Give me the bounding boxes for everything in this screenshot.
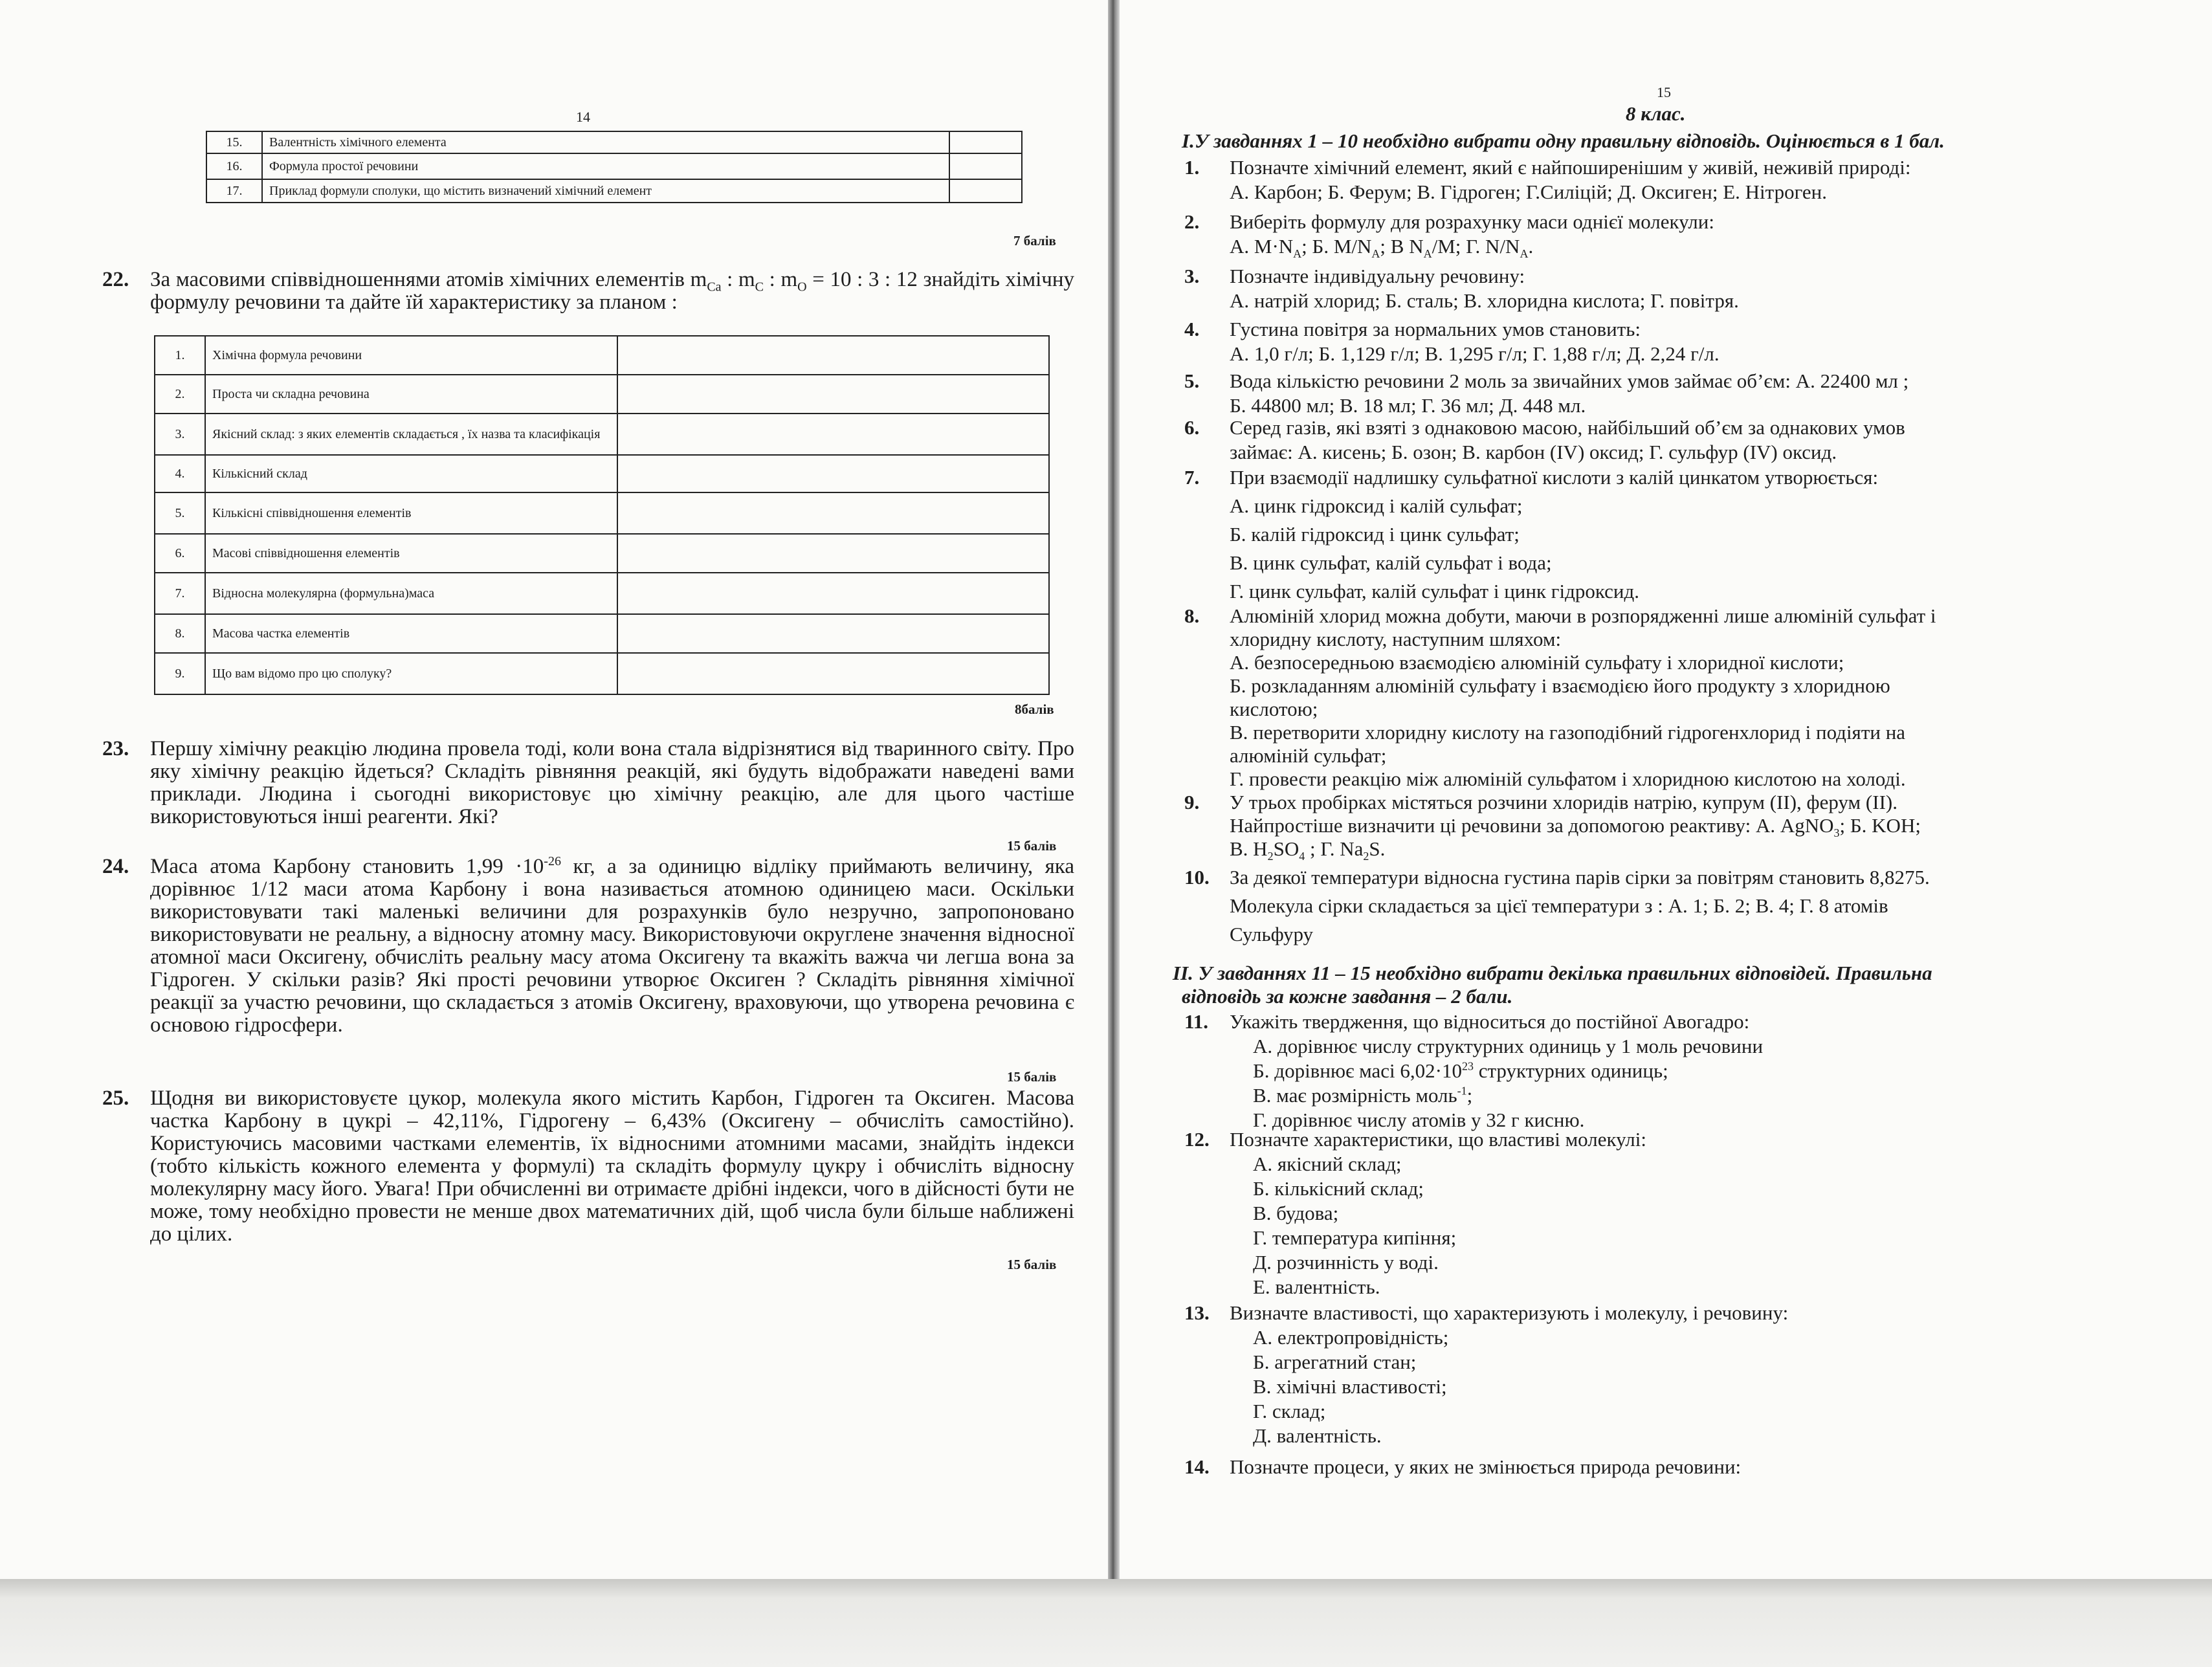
table-cell-num: 1. bbox=[155, 336, 205, 375]
question-options: А. натрій хлорид; Б. сталь; В. хлоридна кислота; Г. повітря. bbox=[1230, 289, 1739, 312]
task-text: Першу хімічну реакцію людина провела тоді, коли вона стала відрізнятися від тваринного світу. Про яку хімічну реакцію йдеться? Складіть рівняння реакцій, які будуть відображати наведені вами приклади. Людина і сьогодні використовує цю хімічну реакцію, але для цього частіше використовуються інші реагенти. Які? bbox=[150, 737, 1074, 828]
plan-table bbox=[154, 335, 1050, 695]
table-cell-text: Масові співвідношення елементів bbox=[205, 534, 617, 573]
table-cell-num: 2. bbox=[155, 375, 205, 414]
table-row bbox=[206, 179, 1022, 203]
points-label: 7 балів bbox=[1013, 233, 1056, 248]
question-12 bbox=[1184, 1127, 2149, 1299]
option bbox=[1253, 1059, 2149, 1083]
task-text: = 10 : 3 : 12 знайдіть хімічну формулу речовини та дайте їй характеристику за планом : bbox=[150, 268, 1075, 314]
table-cell-text: Хімічна формула речовини bbox=[205, 336, 617, 375]
table-cell-num: 9. bbox=[155, 653, 205, 694]
question-number: 10. bbox=[1184, 866, 1210, 889]
right-page-number: 15 bbox=[1657, 84, 1671, 100]
section-2-header-line2: відповідь за кожне завдання – 2 бали. bbox=[1182, 985, 1513, 1008]
table-cell-num: 3. bbox=[155, 414, 205, 455]
question-5 bbox=[1184, 369, 2149, 418]
points-label: 8балів bbox=[1015, 701, 1054, 717]
question-options: Б. 44800 мл; В. 18 мл; Г. 36 мл; Д. 448 мл. bbox=[1230, 394, 1586, 417]
question-number: 3. bbox=[1184, 265, 1200, 287]
option: Б. кількісний склад; bbox=[1253, 1177, 1424, 1200]
question-options bbox=[1230, 837, 2149, 861]
subscript: A bbox=[1423, 247, 1432, 261]
question-text: Визначте властивості, що характеризують і молекулу, і речовину: bbox=[1230, 1301, 1789, 1324]
subscript: O bbox=[797, 280, 807, 294]
option: В. перетворити хлоридну кислоту на газоподібний гідрогенхлорид і подіяти на bbox=[1230, 721, 1906, 744]
question-text bbox=[1230, 814, 2149, 840]
question-number: 11. bbox=[1184, 1010, 1209, 1033]
table-row bbox=[206, 131, 1022, 153]
subscript: A bbox=[1520, 247, 1529, 261]
table-row bbox=[206, 153, 1022, 179]
table-cell-num: 8. bbox=[155, 614, 205, 653]
option: кислотою; bbox=[1230, 698, 1318, 720]
superscript: -1 bbox=[1457, 1084, 1467, 1098]
option: Г. цинк сульфат, калій сульфат і цинк гідроксид. bbox=[1230, 580, 1640, 602]
question-text: У трьох пробірках містяться розчини хлоридів натрію, купрум (II), ферум (II). bbox=[1230, 791, 1897, 813]
table-row bbox=[155, 336, 1049, 375]
option: Е. валентність. bbox=[1253, 1275, 1380, 1298]
table-cell-text: Валентність хімічного елемента bbox=[262, 131, 949, 153]
option: А. дорівнює числу структурних одиниць у 1 моль речовини bbox=[1253, 1035, 1764, 1057]
question-number: 1. bbox=[1184, 156, 1200, 179]
question-8 bbox=[1184, 604, 2149, 791]
table-cell-answer bbox=[617, 414, 1049, 455]
option: Б. калій гідроксид і цинк сульфат; bbox=[1230, 523, 1520, 546]
question-number: 14. bbox=[1184, 1455, 1210, 1478]
option: В. хімічні властивості; bbox=[1253, 1375, 1447, 1398]
question-number: 13. bbox=[1184, 1301, 1210, 1324]
table-cell-text: Якісний склад: з яких елементів складається , їх назва та класифікація bbox=[205, 414, 617, 455]
option: Д. валентність. bbox=[1253, 1424, 1382, 1447]
table-cell-text: Приклад формули сполуки, що містить визначений хімічний елемент bbox=[262, 179, 949, 203]
question-number: 8. bbox=[1184, 604, 1200, 627]
table-row bbox=[155, 455, 1049, 492]
table-cell-num: 16. bbox=[206, 153, 262, 179]
superscript: 23 bbox=[1462, 1059, 1474, 1073]
task-text: Маса атома Карбону становить 1,99 ·10 bbox=[150, 855, 544, 878]
top-table bbox=[206, 131, 1023, 203]
option: Г. дорівнює числу атомів у 32 г кисню. bbox=[1253, 1109, 1585, 1131]
option: А. якісний склад; bbox=[1253, 1153, 1402, 1175]
question-text: Укажіть твердження, що відноситься до постійної Авогадро: bbox=[1230, 1010, 1750, 1033]
option bbox=[1253, 1083, 2149, 1108]
points-label: 15 балів bbox=[1007, 838, 1057, 854]
table-cell-text: Відносна молекулярна (формульна)маса bbox=[205, 573, 617, 614]
table-cell-num: 17. bbox=[206, 179, 262, 203]
table-cell-text: Кількісні співвідношення елементів bbox=[205, 492, 617, 534]
opt-text: ; В N bbox=[1380, 235, 1424, 258]
task-text: За масовими співвідношеннями атомів хімічних елементів m bbox=[150, 268, 707, 291]
opt-text: В. H bbox=[1230, 837, 1268, 860]
table-cell-answer bbox=[617, 375, 1049, 414]
question-text: За деякої температури відносна густина парів сірки за повітрям становить 8,8275. bbox=[1230, 866, 1930, 889]
question-options: А. Карбон; Б. Ферум; В. Гідроген; Г.Силіцій; Д. Оксиген; Е. Нітроген. bbox=[1230, 181, 1827, 203]
opt-text: ; Б. M/N bbox=[1301, 235, 1372, 258]
table-cell-answer bbox=[617, 455, 1049, 492]
task-text: кг, а за одиницю відліку приймають величину, яка дорівнює 1/12 маси атома Карбону і вона називається атомною одиницею маси. Оскільки використовувати такі маленькі величини для розрахунків було незручно, запропоновано використовувати не реальну, а відносну атомну масу. Використовуючи округлене значення відносної атомної маси Оксигену, обчисліть реальну масу атома Оксигену та вкажіть важча чи легша вона за Гідроген. У скільки разів? Які прості речовини утворює Оксиген ? Складіть рівняння хімічної реакції за участю речовини, що складається з атомів Оксигену, враховуючи, що утворена речовина є основою гідросфери. bbox=[150, 855, 1074, 1037]
task-23 bbox=[102, 737, 1074, 828]
question-9 bbox=[1184, 791, 2149, 863]
table-row bbox=[155, 492, 1049, 534]
subscript: 2 bbox=[1363, 850, 1369, 863]
table-row bbox=[155, 573, 1049, 614]
option: В. будова; bbox=[1253, 1202, 1339, 1224]
table-cell-answer bbox=[617, 653, 1049, 694]
question-text: Позначте процеси, у яких не змінюється природа речовини: bbox=[1230, 1455, 1742, 1478]
question-text: При взаємодії надлишку сульфатної кислоти з калій цинкатом утворюється: bbox=[1230, 466, 1879, 489]
task-22 bbox=[102, 268, 1075, 314]
table-cell-text: Кількісний склад bbox=[205, 455, 617, 492]
option: Б. агрегатний стан; bbox=[1253, 1351, 1417, 1373]
subscript: 2 bbox=[1267, 850, 1274, 863]
question-number: 2. bbox=[1184, 210, 1200, 233]
table-cell-text: Формула простої речовини bbox=[262, 153, 949, 179]
task-number: 22. bbox=[102, 268, 129, 291]
question-4 bbox=[1184, 317, 2149, 366]
table-cell-num: 4. bbox=[155, 455, 205, 492]
section-2-header: ІІ. У завданнях 11 – 15 необхідно вибрати декілька правильних відповідей. Правильна bbox=[1173, 962, 1932, 984]
opt-text: S. bbox=[1369, 837, 1386, 860]
table-cell-num: 6. bbox=[155, 534, 205, 573]
question-number: 5. bbox=[1184, 370, 1200, 392]
opt-text: В. має розмірність моль bbox=[1253, 1084, 1457, 1107]
subscript: 4 bbox=[1299, 850, 1305, 863]
table-cell-text: Що вам відомо про цю сполуку? bbox=[205, 653, 617, 694]
table-cell-answer bbox=[949, 179, 1022, 203]
opt-text: А. M·N bbox=[1230, 235, 1294, 258]
option: В. цинк сульфат, калій сульфат і вода; bbox=[1230, 551, 1552, 574]
opt-text: /M; Г. N/N bbox=[1432, 235, 1520, 258]
option: А. цинк гідроксид і калій сульфат; bbox=[1230, 494, 1523, 517]
scan-bottom-edge bbox=[0, 1579, 2212, 1667]
opt-text: Б. дорівнює масі 6,02·10 bbox=[1253, 1059, 1462, 1082]
question-number: 12. bbox=[1184, 1128, 1210, 1151]
table-cell-text: Проста чи складна речовина bbox=[205, 375, 617, 414]
question-text: Сульфуру bbox=[1230, 923, 1314, 945]
question-text: Молекула сірки складається за цієї температури з : А. 1; Б. 2; В. 4; Г. 8 атомів bbox=[1230, 894, 1888, 917]
table-row bbox=[155, 614, 1049, 653]
question-options: А. 1,0 г/л; Б. 1,129 г/л; В. 1,295 г/л; Г. 1,88 г/л; Д. 2,24 г/л. bbox=[1230, 342, 1720, 365]
question-14 bbox=[1184, 1455, 2149, 1479]
option: Г. склад; bbox=[1253, 1400, 1326, 1422]
task-text: : m bbox=[764, 268, 798, 291]
table-cell-answer bbox=[617, 336, 1049, 375]
question-text: Позначте індивідуальну речовину: bbox=[1230, 265, 1525, 287]
question-options: займає: А. кисень; Б. озон; В. карбон (IV) оксид; Г. сульфур (IV) оксид. bbox=[1230, 441, 1837, 463]
question-options bbox=[1230, 234, 2149, 259]
table-cell-answer bbox=[617, 614, 1049, 653]
question-1 bbox=[1184, 155, 2149, 204]
table-row bbox=[155, 375, 1049, 414]
question-text: Позначте хімічний елемент, який є найпоширенішим у живій, неживій природі: bbox=[1230, 156, 1911, 179]
table-row bbox=[155, 653, 1049, 694]
question-3 bbox=[1184, 264, 2149, 313]
opt-text: Найпростіше визначити ці речовини за допомогою реактиву: А. AgNO bbox=[1230, 814, 1834, 837]
task-number: 25. bbox=[102, 1087, 129, 1110]
subscript: 3 bbox=[1833, 826, 1840, 840]
question-7 bbox=[1184, 463, 2149, 606]
table-cell-answer bbox=[617, 573, 1049, 614]
question-2 bbox=[1184, 210, 2149, 261]
question-text: Вода кількістю речовини 2 моль за звичайних умов займає об’єм: А. 22400 мл ; bbox=[1230, 370, 1909, 392]
question-13 bbox=[1184, 1301, 2149, 1448]
opt-text: структурних одиниць; bbox=[1474, 1059, 1668, 1082]
task-24 bbox=[102, 854, 1074, 1037]
table-cell-answer bbox=[617, 534, 1049, 573]
table-row bbox=[155, 414, 1049, 455]
table-cell-answer bbox=[949, 153, 1022, 179]
question-text: Алюміній хлорид можна добути, маючи в розпорядженні лише алюміній сульфат і bbox=[1230, 604, 1936, 627]
table-cell-text: Масова частка елементів bbox=[205, 614, 617, 653]
question-11 bbox=[1184, 1010, 2149, 1132]
question-number: 7. bbox=[1184, 466, 1200, 489]
table-cell-num: 5. bbox=[155, 492, 205, 534]
task-text: Щодня ви використовуєте цукор, молекула якого містить Карбон, Гідроген та Оксиген. Масова частка Карбону в цукрі – 42,11%, Гідрогену – 6,43% (Оксигену – обчисліть самостійно). Користуючись масовими частками елементів, їх відносними атомними масами, знайдіть індекси (тобто кількість кожного елемента у формулі) та складіть формулу цукру і обчисліть відносну молекулярну масу його. Увага! При обчисленні ви отримаєте дрібні індекси, чого в дійсності бути не може, тому необхідно провести не менше двох математичних дій, щоб числа були більше наближені до цілих. bbox=[150, 1087, 1074, 1246]
subscript: A bbox=[1371, 247, 1380, 261]
task-text: : m bbox=[721, 268, 755, 291]
option: А. електропровідність; bbox=[1253, 1326, 1449, 1349]
grade-title: 8 клас. bbox=[1626, 102, 1686, 125]
task-number: 24. bbox=[102, 855, 129, 878]
question-text: Позначте характеристики, що властиві молекулі: bbox=[1230, 1128, 1646, 1151]
question-6 bbox=[1184, 415, 2149, 465]
option: Д. розчинність у воді. bbox=[1253, 1251, 1439, 1274]
question-text: Серед газів, які взяті з однаковою масою, найбільший об’єм за однакових умов bbox=[1230, 416, 1905, 439]
question-text: Густина повітря за нормальних умов становить: bbox=[1230, 318, 1641, 340]
table-cell-answer bbox=[949, 131, 1022, 153]
opt-text: ; Г. Na bbox=[1305, 837, 1364, 860]
subscript: Ca bbox=[707, 280, 722, 294]
superscript: -26 bbox=[544, 854, 561, 868]
task-number: 23. bbox=[102, 737, 129, 760]
opt-text: SO bbox=[1273, 837, 1300, 860]
question-number: 4. bbox=[1184, 318, 1200, 340]
question-text: хлоридну кислоту, наступним шляхом: bbox=[1230, 628, 1562, 650]
question-text: Виберіть формулу для розрахунку маси однієї молекули: bbox=[1230, 210, 1714, 233]
points-label: 15 балів bbox=[1007, 1257, 1057, 1272]
subscript: C bbox=[755, 280, 764, 294]
opt-text: ; Б. KOH; bbox=[1839, 814, 1921, 837]
option: Г. провести реакцію між алюміній сульфатом і хлоридною кислотою на холоді. bbox=[1230, 767, 1906, 790]
subscript: A bbox=[1293, 247, 1302, 261]
option: Г. температура кипіння; bbox=[1253, 1226, 1457, 1249]
book-spine bbox=[1108, 0, 1120, 1579]
opt-text: . bbox=[1528, 235, 1534, 258]
table-cell-num: 7. bbox=[155, 573, 205, 614]
question-number: 9. bbox=[1184, 791, 1200, 813]
section-1-header: І.У завданнях 1 – 10 необхідно вибрати одну правильну відповідь. Оцінюється в 1 бал. bbox=[1182, 129, 1945, 152]
option: Б. розкладанням алюміній сульфату і взаємодією його продукту з хлоридною bbox=[1230, 674, 1890, 697]
table-row bbox=[155, 534, 1049, 573]
option: А. безпосередньою взаємодією алюміній сульфату і хлоридної кислоти; bbox=[1230, 651, 1844, 674]
opt-text: ; bbox=[1466, 1084, 1473, 1107]
task-25 bbox=[102, 1087, 1074, 1246]
table-cell-answer bbox=[617, 492, 1049, 534]
points-label: 15 балів bbox=[1007, 1069, 1057, 1085]
question-10 bbox=[1184, 863, 2149, 949]
question-number: 6. bbox=[1184, 416, 1200, 439]
table-cell-num: 15. bbox=[206, 131, 262, 153]
option: алюміній сульфат; bbox=[1230, 744, 1387, 767]
left-page-number: 14 bbox=[576, 109, 590, 125]
